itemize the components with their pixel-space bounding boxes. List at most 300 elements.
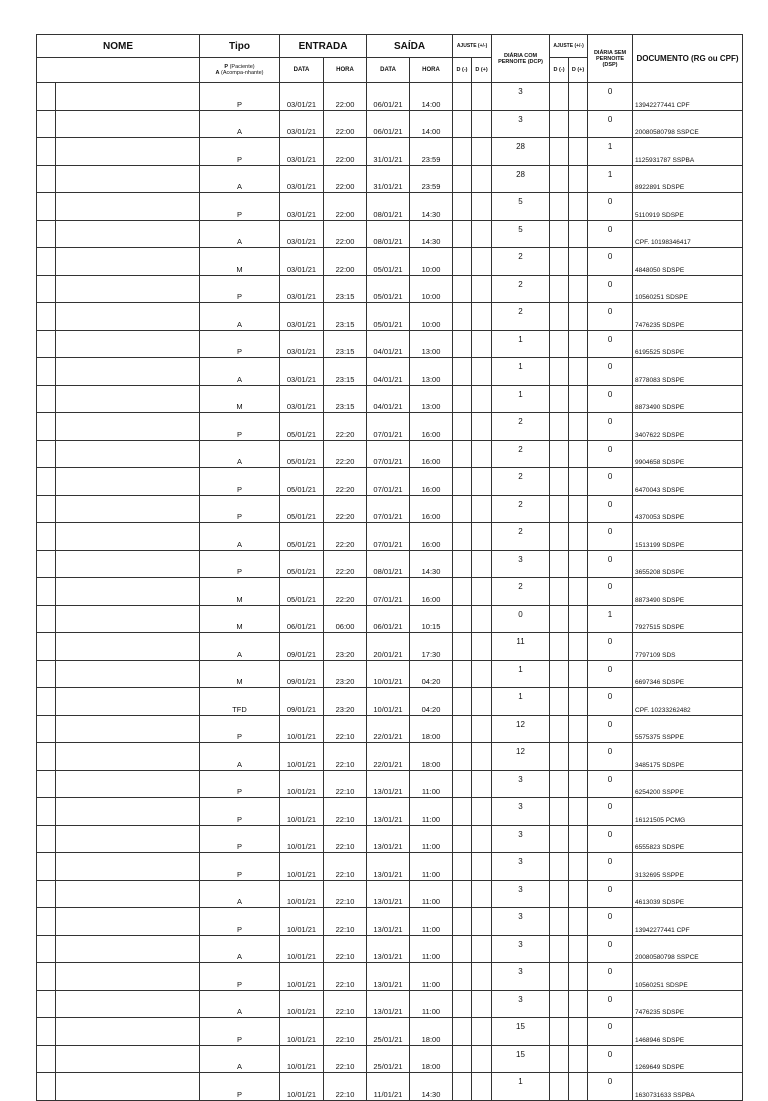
ajuste2-d-minus-cell bbox=[550, 165, 569, 193]
saida-data-cell: 04/01/21 bbox=[367, 358, 410, 386]
dsp-cell: 0 bbox=[588, 110, 633, 138]
tipo-cell: P bbox=[200, 468, 280, 496]
tipo-cell: P bbox=[200, 138, 280, 166]
ajuste2-d-minus-cell bbox=[550, 880, 569, 908]
entrada-hora-cell: 22:20 bbox=[324, 440, 367, 468]
tipo-cell: M bbox=[200, 578, 280, 606]
documento-cell: 16121505 PCMG bbox=[633, 798, 743, 826]
saida-data-cell: 25/01/21 bbox=[367, 1018, 410, 1046]
dcp-cell: 3 bbox=[492, 798, 550, 826]
dcp-cell: 3 bbox=[492, 963, 550, 991]
saida-hora-cell: 18:00 bbox=[410, 1018, 453, 1046]
ajuste2-d-minus-cell bbox=[550, 330, 569, 358]
table-row bbox=[37, 303, 743, 331]
table-row bbox=[37, 825, 743, 853]
tipo-cell: M bbox=[200, 385, 280, 413]
saida-data-cell: 13/01/21 bbox=[367, 880, 410, 908]
table-row bbox=[37, 523, 743, 551]
entrada-hora-cell: 22:10 bbox=[324, 1073, 367, 1101]
ajuste1-d-minus-cell bbox=[453, 1045, 472, 1073]
ajuste2-d-minus-cell bbox=[550, 193, 569, 221]
tipo-cell: P bbox=[200, 550, 280, 578]
ajuste2-d-minus-cell bbox=[550, 495, 569, 523]
dsp-cell: 0 bbox=[588, 908, 633, 936]
saida-data-cell: 06/01/21 bbox=[367, 83, 410, 111]
row-index-cell bbox=[37, 165, 56, 193]
ajuste2-d-plus-cell bbox=[569, 908, 588, 936]
nome-cell bbox=[56, 385, 200, 413]
saida-hora-cell: 11:00 bbox=[410, 825, 453, 853]
dcp-cell: 15 bbox=[492, 1018, 550, 1046]
table-1-body bbox=[37, 83, 743, 578]
nome-cell bbox=[56, 798, 200, 826]
documento-cell: 4370053 SDSPE bbox=[633, 495, 743, 523]
table-row bbox=[37, 83, 743, 111]
dsp-cell: 1 bbox=[588, 605, 633, 633]
nome-cell bbox=[56, 303, 200, 331]
entrada-data-cell: 09/01/21 bbox=[280, 688, 324, 716]
documento-cell: 8922891 SDSPE bbox=[633, 165, 743, 193]
nome-cell bbox=[56, 248, 200, 276]
entrada-hora-cell: 22:20 bbox=[324, 523, 367, 551]
dcp-cell: 3 bbox=[492, 990, 550, 1018]
tipo-cell: M bbox=[200, 660, 280, 688]
row-index-cell bbox=[37, 1045, 56, 1073]
entrada-hora-cell: 22:10 bbox=[324, 880, 367, 908]
table-2-body bbox=[37, 578, 743, 1101]
ajuste2-d-plus-cell bbox=[569, 798, 588, 826]
tipo-cell: TFD bbox=[200, 688, 280, 716]
saida-data-cell: 10/01/21 bbox=[367, 688, 410, 716]
row-index-cell bbox=[37, 1018, 56, 1046]
ajuste1-d-minus-cell bbox=[453, 358, 472, 386]
ajuste1-d-plus-cell bbox=[472, 358, 492, 386]
dsp-cell: 0 bbox=[588, 550, 633, 578]
dsp-cell: 0 bbox=[588, 1045, 633, 1073]
documento-cell: 6555823 SDSPE bbox=[633, 825, 743, 853]
ajuste1-d-plus-cell bbox=[472, 633, 492, 661]
ajuste1-d-plus-cell bbox=[472, 550, 492, 578]
row-index-cell bbox=[37, 935, 56, 963]
row-index-cell bbox=[37, 275, 56, 303]
row-index-cell bbox=[37, 413, 56, 441]
documento-cell: 6195525 SDSPE bbox=[633, 330, 743, 358]
ajuste2-d-plus-cell bbox=[569, 495, 588, 523]
table-row bbox=[37, 1045, 743, 1073]
ajuste2-d-minus-cell bbox=[550, 963, 569, 991]
ajuste2-d-minus-cell bbox=[550, 110, 569, 138]
tipo-cell: P bbox=[200, 770, 280, 798]
ajuste2-d-minus-cell bbox=[550, 440, 569, 468]
saida-hora-cell: 10:00 bbox=[410, 248, 453, 276]
entrada-hora-cell: 06:00 bbox=[324, 605, 367, 633]
table-row bbox=[37, 963, 743, 991]
col-dsp-header: DIÁRIA SEM PERNOITE (DSP) bbox=[588, 35, 633, 83]
ajuste1-d-minus-cell bbox=[453, 303, 472, 331]
saida-hora-cell: 11:00 bbox=[410, 853, 453, 881]
tipo-cell: A bbox=[200, 220, 280, 248]
dcp-cell: 3 bbox=[492, 770, 550, 798]
ajuste2-d-minus-cell bbox=[550, 715, 569, 743]
table-row bbox=[37, 715, 743, 743]
ajuste1-d-minus-cell bbox=[453, 165, 472, 193]
dsp-cell: 0 bbox=[588, 330, 633, 358]
records-table-2 bbox=[36, 577, 743, 1101]
ajuste2-d-minus-cell bbox=[550, 303, 569, 331]
saida-data-cell: 05/01/21 bbox=[367, 275, 410, 303]
saida-data-cell: 31/01/21 bbox=[367, 165, 410, 193]
ajuste2-d-plus-cell bbox=[569, 688, 588, 716]
dsp-cell: 0 bbox=[588, 83, 633, 111]
entrada-hora-cell: 23:15 bbox=[324, 275, 367, 303]
row-index-cell bbox=[37, 880, 56, 908]
documento-cell: 3485175 SDSPE bbox=[633, 743, 743, 771]
entrada-data-cell: 05/01/21 bbox=[280, 413, 324, 441]
ajuste1-d-plus-cell bbox=[472, 798, 492, 826]
dsp-cell: 0 bbox=[588, 413, 633, 441]
saida-data-cell: 13/01/21 bbox=[367, 963, 410, 991]
entrada-data-cell: 06/01/21 bbox=[280, 605, 324, 633]
nome-cell bbox=[56, 110, 200, 138]
row-index-cell bbox=[37, 330, 56, 358]
nome-cell bbox=[56, 578, 200, 606]
ajuste2-d-plus-cell bbox=[569, 578, 588, 606]
ajuste2-d-plus-cell bbox=[569, 963, 588, 991]
table-row bbox=[37, 275, 743, 303]
ajuste2-d-minus: D (-) bbox=[550, 58, 569, 83]
dsp-cell: 0 bbox=[588, 303, 633, 331]
table-row bbox=[37, 688, 743, 716]
saida-data-cell: 07/01/21 bbox=[367, 468, 410, 496]
ajuste1-d-plus-cell bbox=[472, 578, 492, 606]
nome-cell bbox=[56, 413, 200, 441]
entrada-hora-cell: 22:10 bbox=[324, 1018, 367, 1046]
entrada-hora-cell: 23:15 bbox=[324, 385, 367, 413]
entrada-hora-cell: 22:20 bbox=[324, 495, 367, 523]
ajuste1-d-minus-cell bbox=[453, 853, 472, 881]
ajuste2-d-plus-cell bbox=[569, 83, 588, 111]
dcp-cell: 1 bbox=[492, 688, 550, 716]
entrada-hora-cell: 22:00 bbox=[324, 83, 367, 111]
dsp-cell: 0 bbox=[588, 248, 633, 276]
dcp-cell: 2 bbox=[492, 303, 550, 331]
documento-cell: 3132695 SSPPE bbox=[633, 853, 743, 881]
entrada-hora-cell: 23:15 bbox=[324, 330, 367, 358]
ajuste2-d-plus-cell bbox=[569, 275, 588, 303]
entrada-data-cell: 10/01/21 bbox=[280, 908, 324, 936]
nome-cell bbox=[56, 165, 200, 193]
nome-cell bbox=[56, 495, 200, 523]
entrada-data-cell: 09/01/21 bbox=[280, 633, 324, 661]
ajuste2-d-minus-cell bbox=[550, 578, 569, 606]
documento-cell: 6470043 SDSPE bbox=[633, 468, 743, 496]
saida-hora-cell: 14:00 bbox=[410, 83, 453, 111]
ajuste1-d-minus-cell bbox=[453, 440, 472, 468]
dcp-cell: 5 bbox=[492, 220, 550, 248]
dcp-cell: 5 bbox=[492, 193, 550, 221]
dcp-cell: 2 bbox=[492, 495, 550, 523]
tipo-cell: P bbox=[200, 495, 280, 523]
ajuste1-d-plus-cell bbox=[472, 468, 492, 496]
documento-cell: 8873490 SDSPE bbox=[633, 578, 743, 606]
dcp-cell: 1 bbox=[492, 330, 550, 358]
ajuste1-d-minus-cell bbox=[453, 413, 472, 441]
saida-data-cell: 13/01/21 bbox=[367, 825, 410, 853]
row-index-cell bbox=[37, 578, 56, 606]
entrada-data-cell: 10/01/21 bbox=[280, 963, 324, 991]
entrada-hora-cell: 23:15 bbox=[324, 358, 367, 386]
table-row bbox=[37, 220, 743, 248]
entrada-hora-cell: 22:10 bbox=[324, 935, 367, 963]
table-row bbox=[37, 193, 743, 221]
ajuste2-d-minus-cell bbox=[550, 138, 569, 166]
entrada-data-cell: 05/01/21 bbox=[280, 440, 324, 468]
ajuste1-d-minus-cell bbox=[453, 275, 472, 303]
tipo-cell: A bbox=[200, 1045, 280, 1073]
ajuste2-d-plus-cell bbox=[569, 1073, 588, 1101]
dcp-cell: 2 bbox=[492, 523, 550, 551]
dsp-cell: 0 bbox=[588, 743, 633, 771]
documento-cell: 8873490 SDSPE bbox=[633, 385, 743, 413]
table-row bbox=[37, 798, 743, 826]
ajuste1-d-minus-cell bbox=[453, 825, 472, 853]
dcp-cell: 2 bbox=[492, 578, 550, 606]
ajuste1-d-minus-cell bbox=[453, 715, 472, 743]
dcp-cell: 3 bbox=[492, 825, 550, 853]
entrada-hora-sub: HORA bbox=[324, 58, 367, 83]
ajuste1-d-plus-cell bbox=[472, 330, 492, 358]
row-index-cell bbox=[37, 110, 56, 138]
dsp-cell: 0 bbox=[588, 990, 633, 1018]
entrada-data-cell: 09/01/21 bbox=[280, 660, 324, 688]
saida-hora-cell: 18:00 bbox=[410, 715, 453, 743]
ajuste2-d-plus-cell bbox=[569, 825, 588, 853]
ajuste1-d-plus-cell bbox=[472, 688, 492, 716]
saida-hora-cell: 18:00 bbox=[410, 1045, 453, 1073]
entrada-hora-cell: 22:10 bbox=[324, 825, 367, 853]
entrada-data-cell: 03/01/21 bbox=[280, 385, 324, 413]
ajuste1-d-minus-cell bbox=[453, 138, 472, 166]
table-row bbox=[37, 165, 743, 193]
row-index-cell bbox=[37, 770, 56, 798]
nome-cell bbox=[56, 275, 200, 303]
tipo-cell: P bbox=[200, 825, 280, 853]
table-row bbox=[37, 743, 743, 771]
saida-hora-cell: 11:00 bbox=[410, 935, 453, 963]
entrada-hora-cell: 23:20 bbox=[324, 688, 367, 716]
saida-data-cell: 07/01/21 bbox=[367, 495, 410, 523]
dsp-cell: 0 bbox=[588, 220, 633, 248]
ajuste1-d-minus-cell bbox=[453, 495, 472, 523]
ajuste1-d-plus-cell bbox=[472, 165, 492, 193]
dcp-cell: 2 bbox=[492, 275, 550, 303]
documento-cell: 3655208 SDSPE bbox=[633, 550, 743, 578]
ajuste1-d-minus: D (-) bbox=[453, 58, 472, 83]
saida-data-cell: 05/01/21 bbox=[367, 303, 410, 331]
entrada-hora-cell: 23:20 bbox=[324, 660, 367, 688]
ajuste1-d-plus: D (+) bbox=[472, 58, 492, 83]
ajuste1-d-plus-cell bbox=[472, 83, 492, 111]
dcp-cell: 1 bbox=[492, 358, 550, 386]
ajuste1-d-minus-cell bbox=[453, 248, 472, 276]
saida-hora-cell: 11:00 bbox=[410, 770, 453, 798]
ajuste2-d-minus-cell bbox=[550, 385, 569, 413]
table-row bbox=[37, 138, 743, 166]
row-index-cell bbox=[37, 385, 56, 413]
dcp-cell: 11 bbox=[492, 633, 550, 661]
dcp-cell: 12 bbox=[492, 715, 550, 743]
documento-cell: 9904658 SDSPE bbox=[633, 440, 743, 468]
saida-data-cell: 31/01/21 bbox=[367, 138, 410, 166]
saida-data-cell: 05/01/21 bbox=[367, 248, 410, 276]
tipo-cell: P bbox=[200, 193, 280, 221]
nome-cell bbox=[56, 138, 200, 166]
ajuste2-d-minus-cell bbox=[550, 1018, 569, 1046]
saida-data-cell: 13/01/21 bbox=[367, 853, 410, 881]
table-row bbox=[37, 880, 743, 908]
nome-cell bbox=[56, 468, 200, 496]
ajuste2-d-minus-cell bbox=[550, 605, 569, 633]
row-index-cell bbox=[37, 83, 56, 111]
nome-cell bbox=[56, 660, 200, 688]
dsp-cell: 0 bbox=[588, 660, 633, 688]
row-index-cell bbox=[37, 605, 56, 633]
ajuste2-d-minus-cell bbox=[550, 1045, 569, 1073]
ajuste2-d-plus-cell bbox=[569, 1018, 588, 1046]
ajuste1-d-plus-cell bbox=[472, 1018, 492, 1046]
ajuste1-d-plus-cell bbox=[472, 440, 492, 468]
dsp-cell: 0 bbox=[588, 440, 633, 468]
saida-data-cell: 07/01/21 bbox=[367, 413, 410, 441]
saida-hora-cell: 11:00 bbox=[410, 798, 453, 826]
ajuste1-d-minus-cell bbox=[453, 550, 472, 578]
saida-hora-cell: 16:00 bbox=[410, 468, 453, 496]
dcp-cell: 3 bbox=[492, 880, 550, 908]
ajuste1-d-plus-cell bbox=[472, 193, 492, 221]
ajuste1-d-plus-cell bbox=[472, 963, 492, 991]
dcp-cell: 3 bbox=[492, 550, 550, 578]
saida-data-cell: 11/01/21 bbox=[367, 1073, 410, 1101]
saida-hora-cell: 11:00 bbox=[410, 963, 453, 991]
ajuste2-d-minus-cell bbox=[550, 660, 569, 688]
entrada-data-cell: 03/01/21 bbox=[280, 358, 324, 386]
ajuste2-d-plus-cell bbox=[569, 743, 588, 771]
ajuste2-d-plus-cell bbox=[569, 193, 588, 221]
nome-cell bbox=[56, 550, 200, 578]
saida-data-cell: 10/01/21 bbox=[367, 660, 410, 688]
entrada-data-cell: 10/01/21 bbox=[280, 1045, 324, 1073]
entrada-hora-cell: 23:20 bbox=[324, 633, 367, 661]
tipo-cell: P bbox=[200, 83, 280, 111]
entrada-data-cell: 05/01/21 bbox=[280, 578, 324, 606]
table-row bbox=[37, 633, 743, 661]
entrada-data-cell: 03/01/21 bbox=[280, 138, 324, 166]
saida-hora-cell: 16:00 bbox=[410, 413, 453, 441]
ajuste2-d-plus-cell bbox=[569, 523, 588, 551]
ajuste2-d-minus-cell bbox=[550, 275, 569, 303]
ajuste1-d-minus-cell bbox=[453, 908, 472, 936]
ajuste1-d-minus-cell bbox=[453, 330, 472, 358]
ajuste2-d-minus-cell bbox=[550, 248, 569, 276]
nome-sub-empty bbox=[37, 58, 200, 83]
tipo-cell: M bbox=[200, 605, 280, 633]
documento-cell: 13942277441 CPF bbox=[633, 908, 743, 936]
ajuste2-d-plus-cell bbox=[569, 935, 588, 963]
entrada-data-cell: 10/01/21 bbox=[280, 770, 324, 798]
documento-cell: 13942277441 CPF bbox=[633, 83, 743, 111]
ajuste1-d-plus-cell bbox=[472, 743, 492, 771]
ajuste1-d-plus-cell bbox=[472, 825, 492, 853]
saida-hora-cell: 13:00 bbox=[410, 358, 453, 386]
tipo-cell: M bbox=[200, 248, 280, 276]
tipo-cell: A bbox=[200, 165, 280, 193]
saida-hora-cell: 14:30 bbox=[410, 220, 453, 248]
entrada-data-cell: 10/01/21 bbox=[280, 1018, 324, 1046]
ajuste2-d-minus-cell bbox=[550, 633, 569, 661]
ajuste2-d-plus-cell bbox=[569, 660, 588, 688]
row-index-cell bbox=[37, 1073, 56, 1101]
ajuste1-d-minus-cell bbox=[453, 83, 472, 111]
nome-cell bbox=[56, 633, 200, 661]
table-row bbox=[37, 605, 743, 633]
table-row bbox=[37, 770, 743, 798]
dsp-cell: 0 bbox=[588, 880, 633, 908]
dcp-cell: 28 bbox=[492, 138, 550, 166]
saida-hora-cell: 16:00 bbox=[410, 578, 453, 606]
tipo-cell: P bbox=[200, 715, 280, 743]
saida-data-cell: 22/01/21 bbox=[367, 743, 410, 771]
entrada-data-cell: 03/01/21 bbox=[280, 110, 324, 138]
entrada-hora-cell: 22:20 bbox=[324, 468, 367, 496]
ajuste2-d-plus-cell bbox=[569, 110, 588, 138]
row-index-cell bbox=[37, 248, 56, 276]
entrada-data-cell: 05/01/21 bbox=[280, 468, 324, 496]
ajuste2-d-minus-cell bbox=[550, 550, 569, 578]
dcp-cell: 28 bbox=[492, 165, 550, 193]
entrada-data-cell: 03/01/21 bbox=[280, 83, 324, 111]
ajuste2-d-minus-cell bbox=[550, 468, 569, 496]
dsp-cell: 0 bbox=[588, 715, 633, 743]
dcp-cell: 2 bbox=[492, 440, 550, 468]
ajuste1-d-minus-cell bbox=[453, 110, 472, 138]
tipo-legend-a-text: (Acompa-nhante) bbox=[221, 70, 264, 76]
saida-hora-cell: 04:20 bbox=[410, 660, 453, 688]
nome-cell bbox=[56, 193, 200, 221]
tipo-cell: A bbox=[200, 935, 280, 963]
saida-hora-cell: 16:00 bbox=[410, 495, 453, 523]
row-index-cell bbox=[37, 825, 56, 853]
table-row bbox=[37, 935, 743, 963]
ajuste2-d-minus-cell bbox=[550, 825, 569, 853]
tipo-cell: A bbox=[200, 743, 280, 771]
dcp-cell: 3 bbox=[492, 110, 550, 138]
entrada-hora-cell: 22:10 bbox=[324, 743, 367, 771]
row-index-cell bbox=[37, 220, 56, 248]
saida-hora-cell: 23:59 bbox=[410, 138, 453, 166]
dsp-cell: 0 bbox=[588, 935, 633, 963]
tipo-cell: A bbox=[200, 880, 280, 908]
nome-cell bbox=[56, 330, 200, 358]
saida-hora-cell: 04:20 bbox=[410, 688, 453, 716]
row-index-cell bbox=[37, 523, 56, 551]
tipo-cell: P bbox=[200, 908, 280, 936]
ajuste1-d-plus-cell bbox=[472, 495, 492, 523]
entrada-hora-cell: 22:20 bbox=[324, 413, 367, 441]
saida-data-cell: 13/01/21 bbox=[367, 908, 410, 936]
dsp-cell: 0 bbox=[588, 633, 633, 661]
documento-cell: 20080580798 SSPCE bbox=[633, 110, 743, 138]
dcp-cell: 0 bbox=[492, 605, 550, 633]
